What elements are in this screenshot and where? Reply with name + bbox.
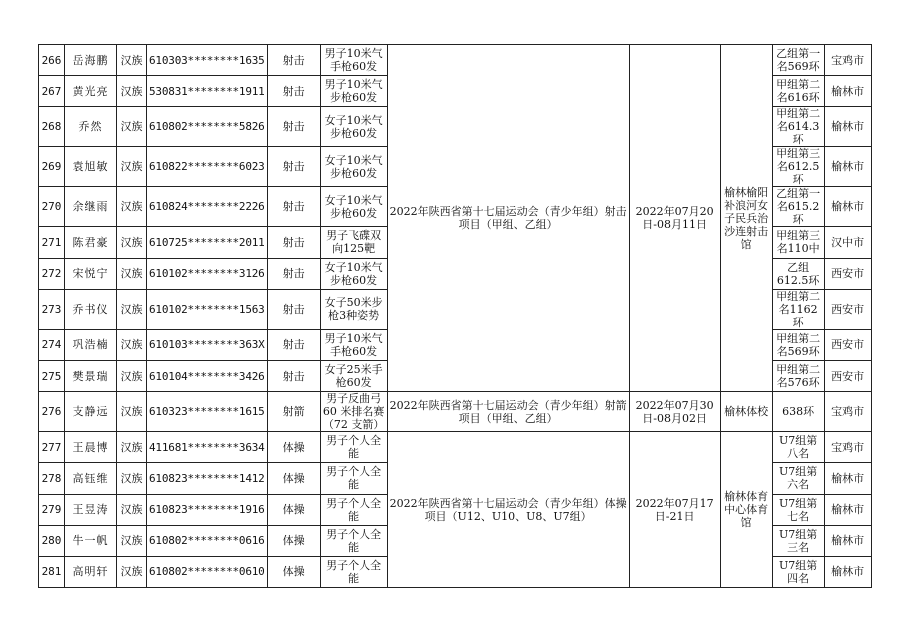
id-number: 610725********2011 — [147, 227, 268, 258]
result: 638环 — [772, 392, 824, 432]
result: 乙组612.5环 — [772, 258, 824, 289]
ethnicity: 汉族 — [117, 463, 147, 494]
result: 甲组第二名569环 — [772, 329, 824, 360]
city: 榆林市 — [824, 556, 871, 587]
event-name: 男子反曲弓60 米排名赛（72 支箭） — [320, 392, 387, 432]
id-number: 530831********1911 — [147, 76, 268, 107]
row-number: 266 — [39, 45, 65, 76]
city: 汉中市 — [824, 227, 871, 258]
sport: 射击 — [267, 187, 320, 227]
city: 西安市 — [824, 329, 871, 360]
event-name: 女子50米步枪3种姿势 — [320, 289, 387, 329]
row-number: 272 — [39, 258, 65, 289]
athlete-name: 陈君豪 — [65, 227, 117, 258]
city: 榆林市 — [824, 107, 871, 147]
event-name: 男子个人全能 — [320, 463, 387, 494]
ethnicity: 汉族 — [117, 360, 147, 391]
table-row — [39, 392, 872, 432]
sport: 体操 — [267, 556, 320, 587]
id-number: 610822********6023 — [147, 147, 268, 187]
ethnicity: 汉族 — [117, 329, 147, 360]
city: 榆林市 — [824, 187, 871, 227]
athlete-name: 支静远 — [65, 392, 117, 432]
row-number: 271 — [39, 227, 65, 258]
athlete-name: 樊景瑞 — [65, 360, 117, 391]
competition-venue: 榆林榆阳补浪河女子民兵治沙连射击馆 — [720, 45, 772, 392]
athlete-name: 高钰维 — [65, 463, 117, 494]
city: 榆林市 — [824, 147, 871, 187]
table-row — [39, 45, 872, 76]
competition-venue: 榆林体育中心体育馆 — [720, 432, 772, 588]
id-number: 610103********363X — [147, 329, 268, 360]
row-number: 274 — [39, 329, 65, 360]
honor-roll-table — [38, 44, 872, 588]
row-number: 279 — [39, 494, 65, 525]
athlete-name: 黄光亮 — [65, 76, 117, 107]
result: 甲组第二名1162环 — [772, 289, 824, 329]
event-name: 女子25米手枪60发 — [320, 360, 387, 391]
event-name: 男子10米气手枪60发 — [320, 329, 387, 360]
row-number: 268 — [39, 107, 65, 147]
sport: 射击 — [267, 360, 320, 391]
ethnicity: 汉族 — [117, 432, 147, 463]
event-name: 男子10米气步枪60发 — [320, 76, 387, 107]
sport: 射击 — [267, 45, 320, 76]
table-row — [39, 432, 872, 463]
city: 西安市 — [824, 289, 871, 329]
id-number: 610303********1635 — [147, 45, 268, 76]
id-number: 610323********1615 — [147, 392, 268, 432]
table-body — [39, 45, 872, 588]
id-number: 610824********2226 — [147, 187, 268, 227]
ethnicity: 汉族 — [117, 392, 147, 432]
row-number: 278 — [39, 463, 65, 494]
athlete-name: 王昱涛 — [65, 494, 117, 525]
id-number: 411681********3634 — [147, 432, 268, 463]
result: U7组第六名 — [772, 463, 824, 494]
city: 宝鸡市 — [824, 45, 871, 76]
event-name: 男子个人全能 — [320, 556, 387, 587]
sport: 射击 — [267, 76, 320, 107]
id-number: 610102********3126 — [147, 258, 268, 289]
sport: 射击 — [267, 147, 320, 187]
sport: 射击 — [267, 258, 320, 289]
id-number: 610823********1916 — [147, 494, 268, 525]
ethnicity: 汉族 — [117, 227, 147, 258]
result: U7组第八名 — [772, 432, 824, 463]
row-number: 276 — [39, 392, 65, 432]
athlete-name: 巩浩楠 — [65, 329, 117, 360]
ethnicity: 汉族 — [117, 556, 147, 587]
athlete-name: 王晨博 — [65, 432, 117, 463]
city: 西安市 — [824, 258, 871, 289]
athlete-name: 岳海鹏 — [65, 45, 117, 76]
row-number: 269 — [39, 147, 65, 187]
event-name: 男子飞碟双向125靶 — [320, 227, 387, 258]
result: 甲组第三名612.5环 — [772, 147, 824, 187]
competition-date: 2022年07月20日-08月11日 — [629, 45, 720, 392]
city: 榆林市 — [824, 463, 871, 494]
athlete-name: 宋悦宁 — [65, 258, 117, 289]
sport: 射击 — [267, 227, 320, 258]
event-name: 女子10米气步枪60发 — [320, 147, 387, 187]
sport: 体操 — [267, 463, 320, 494]
athlete-name: 乔书仪 — [65, 289, 117, 329]
ethnicity: 汉族 — [117, 258, 147, 289]
city: 榆林市 — [824, 525, 871, 556]
result: 甲组第二名614.3环 — [772, 107, 824, 147]
city: 西安市 — [824, 360, 871, 391]
competition-name: 2022年陕西省第十七届运动会（青少年组）体操项目（U12、U10、U8、U7组） — [387, 432, 629, 588]
row-number: 277 — [39, 432, 65, 463]
result: 乙组第一名615.2环 — [772, 187, 824, 227]
result: 乙组第一名569环 — [772, 45, 824, 76]
ethnicity: 汉族 — [117, 45, 147, 76]
result: 甲组第三名110中 — [772, 227, 824, 258]
ethnicity: 汉族 — [117, 494, 147, 525]
ethnicity: 汉族 — [117, 289, 147, 329]
athlete-name: 袁旭敏 — [65, 147, 117, 187]
sport: 射箭 — [267, 392, 320, 432]
city: 宝鸡市 — [824, 392, 871, 432]
row-number: 280 — [39, 525, 65, 556]
sport: 射击 — [267, 289, 320, 329]
result: U7组第七名 — [772, 494, 824, 525]
competition-name: 2022年陕西省第十七届运动会（青少年组）射击项目（甲组、乙组） — [387, 45, 629, 392]
row-number: 275 — [39, 360, 65, 391]
competition-date: 2022年07月30日-08月02日 — [629, 392, 720, 432]
result: 甲组第二名616环 — [772, 76, 824, 107]
result: U7组第三名 — [772, 525, 824, 556]
id-number: 610802********5826 — [147, 107, 268, 147]
result: 甲组第二名576环 — [772, 360, 824, 391]
ethnicity: 汉族 — [117, 525, 147, 556]
event-name: 男子个人全能 — [320, 432, 387, 463]
sport: 射击 — [267, 107, 320, 147]
sport: 体操 — [267, 494, 320, 525]
city: 榆林市 — [824, 494, 871, 525]
event-name: 女子10米气步枪60发 — [320, 107, 387, 147]
row-number: 267 — [39, 76, 65, 107]
id-number: 610802********0610 — [147, 556, 268, 587]
sport: 体操 — [267, 525, 320, 556]
event-name: 女子10米气步枪60发 — [320, 258, 387, 289]
athlete-name: 余继雨 — [65, 187, 117, 227]
athlete-name: 乔然 — [65, 107, 117, 147]
id-number: 610823********1412 — [147, 463, 268, 494]
competition-name: 2022年陕西省第十七届运动会（青少年组）射箭项目（甲组、乙组） — [387, 392, 629, 432]
id-number: 610102********1563 — [147, 289, 268, 329]
result: U7组第四名 — [772, 556, 824, 587]
competition-venue: 榆林体校 — [720, 392, 772, 432]
competition-date: 2022年07月17日-21日 — [629, 432, 720, 588]
athlete-name: 高明轩 — [65, 556, 117, 587]
ethnicity: 汉族 — [117, 187, 147, 227]
sport: 体操 — [267, 432, 320, 463]
sport: 射击 — [267, 329, 320, 360]
event-name: 男子10米气手枪60发 — [320, 45, 387, 76]
event-name: 男子个人全能 — [320, 525, 387, 556]
id-number: 610104********3426 — [147, 360, 268, 391]
ethnicity: 汉族 — [117, 147, 147, 187]
city: 宝鸡市 — [824, 432, 871, 463]
event-name: 男子个人全能 — [320, 494, 387, 525]
event-name: 女子10米气步枪60发 — [320, 187, 387, 227]
row-number: 281 — [39, 556, 65, 587]
id-number: 610802********0616 — [147, 525, 268, 556]
row-number: 270 — [39, 187, 65, 227]
city: 榆林市 — [824, 76, 871, 107]
athlete-name: 牛一帆 — [65, 525, 117, 556]
ethnicity: 汉族 — [117, 107, 147, 147]
ethnicity: 汉族 — [117, 76, 147, 107]
row-number: 273 — [39, 289, 65, 329]
